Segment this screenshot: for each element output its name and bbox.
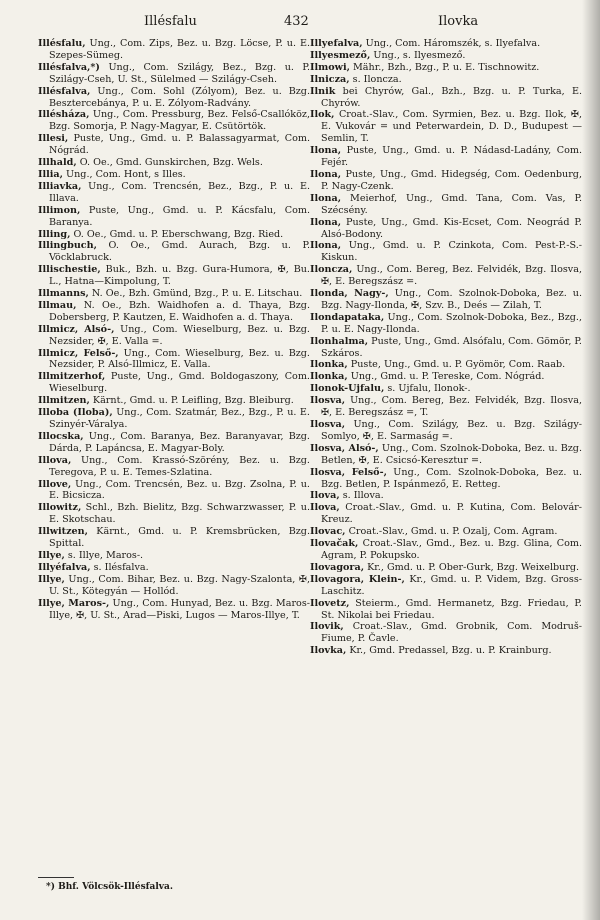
entry-text: Kr., Gmd. Predassel, Bzg. u. P. Krainburg. — [346, 645, 552, 657]
entry-headword: Iloncza, — [310, 264, 353, 276]
entry-text: O. Oe., Gmd. Gunskirchen, Bzg. Wels. — [76, 157, 263, 169]
entry-headword: Illocska, — [38, 430, 84, 442]
entry-headword: Illmau, — [38, 299, 77, 311]
entry-text: Ung., Com. Krassó-Szörény, Bez. u. Bzg. Teregova, P. u. E. Temes-Szlatina. — [49, 454, 310, 478]
footnote: *) Bhf. Völcsök-Illésfalva. — [46, 882, 173, 892]
entry-headword: Illmanns, — [38, 288, 89, 300]
entry-text: Kr., Gmd. u. P. Videm, Bzg. Gross-Laschitz. — [321, 573, 582, 597]
gazetteer-entry — [38, 550, 310, 562]
entry-headword: Illésfalu, — [38, 38, 86, 49]
entry-text: Puste, Ung., Gmd. Boldogaszony, Com. Wieselburg. — [49, 371, 310, 395]
entry-headword: Ilovetz, — [310, 597, 350, 609]
entry-headword: Ilosva, Felső-, — [310, 466, 387, 478]
gazetteer-entry — [38, 455, 310, 479]
left-column — [38, 38, 310, 621]
entry-headword: Ilok, — [310, 109, 335, 121]
gazetteer-entry — [38, 348, 310, 372]
entry-text: Meierhof, Ung., Gmd. Tana, Com. Vas, P. Szécsény. — [321, 192, 582, 216]
gazetteer-entry — [38, 62, 310, 86]
entry-headword: Illiavka, — [38, 180, 82, 192]
entry-text: Ung., Com. Trencsén, Bez. u. Bzg. Zsolna, P. u. E. Bicsicza. — [49, 478, 310, 502]
gazetteer-entry — [38, 526, 310, 550]
gazetteer-entry — [310, 38, 582, 50]
entry-text: Ung., Com. Szatmár, Bez., Bzg., P. u. E. Szinyér-Váralya. — [49, 407, 310, 430]
entry-text: Puste, Ung., Gmd. Hidegség, Com. Oedenburg, P. Nagy-Czenk. — [321, 168, 582, 192]
entry-headword: Illye, — [38, 573, 65, 585]
gazetteer-entry — [310, 574, 582, 598]
gazetteer-entry — [38, 86, 310, 110]
header-last-entry: Ilovka — [438, 14, 479, 29]
entry-text: Ung., Com. Bihar, Bez. u. Bzg. Nagy-Szalonta, ✠, U. St., Kötegyán — Hollód. — [49, 573, 310, 597]
entry-text: Ung., Com. Szilágy, Bez. u. Bzg. Szilágy-Somlyo, ✠, E. Sarmaság =. — [321, 419, 582, 442]
gazetteer-entry — [310, 62, 582, 74]
gazetteer-entry — [310, 538, 582, 562]
gazetteer-entry — [38, 157, 310, 169]
entry-headword: Illove, — [38, 478, 72, 490]
gazetteer-entry — [310, 526, 582, 538]
gazetteer-entry — [38, 240, 310, 264]
gazetteer-entry — [310, 336, 582, 360]
gazetteer-entry — [38, 288, 310, 300]
entry-headword: Illingbuch, — [38, 240, 97, 252]
entry-text: Puste, Ung., Gmd. u. P. Nádasd-Ladány, Com. Fejér. — [321, 145, 582, 169]
gazetteer-entry — [310, 169, 582, 193]
entry-headword: Illésfalva, — [38, 85, 91, 97]
entry-text: Kärnt., Gmd. u. P. Leifling, Bzg. Bleiburg. — [89, 395, 294, 407]
entry-headword: Illowitz, — [38, 502, 82, 514]
entry-text: Ung., Com. Hunyad, Bez. u. Bzg. Maros-Illye, ✠, U. St., Arad—Piski, Lugos — Maros-Illye, T. — [49, 597, 310, 621]
gazetteer-entry — [310, 490, 582, 502]
gazetteer-entry — [38, 502, 310, 526]
gazetteer-entry — [310, 109, 582, 145]
entry-headword: Ilovačak, — [310, 538, 359, 550]
entry-text: Puste, Ung., Gmd. Alsófalu, Com. Gömör, P. Szkáros. — [321, 335, 582, 359]
entry-text: Croat.-Slav., Gmd. u. P. Ozalj, Com. Agram. — [345, 526, 558, 538]
entry-text: bei Chyrów, Gal., Bzh., Bzg. u. P. Turka, E. Chyrów. — [321, 85, 582, 109]
entry-headword: Illésfalva,*) — [38, 61, 100, 73]
gazetteer-entry — [310, 240, 582, 264]
entry-headword: Illia, — [38, 168, 63, 180]
entry-text: O. Oe., Gmd. u. P. Eberschwang, Bzg. Ried. — [70, 228, 284, 240]
entry-headword: Ilosva, — [310, 419, 346, 430]
entry-text: Ung., Gmd. u. P. Czinkota, Com. Pest-P.-S.-Kiskun. — [321, 240, 582, 264]
gazetteer-entry — [310, 193, 582, 217]
gazetteer-entry — [38, 324, 310, 348]
entry-headword: Ilona, — [310, 240, 342, 252]
entry-text: Kr., Gmd. u. P. Ober-Gurk, Bzg. Weixelburg. — [364, 561, 580, 573]
gazetteer-entry — [38, 431, 310, 455]
entry-text: Ung., Com. Wieselburg, Bez. u. Bzg. Nezsider, ✠, E. Valla =. — [49, 323, 310, 347]
entry-headword: Illyesmező, — [310, 49, 371, 61]
entry-headword: Ilona, — [310, 168, 342, 180]
entry-text: Ung., Com. Szolnok-Doboka, Bez. u. Bzg. Betlen, ✠, E. Csicsó-Keresztur =. — [321, 442, 582, 466]
gazetteer-entry — [310, 86, 582, 110]
gazetteer-entry — [310, 395, 582, 419]
entry-headword: Ilovagora, — [310, 561, 365, 573]
entry-text: Ung., Com. Szolnok-Doboka, Bez., Bzg., P. u. E. Nagy-Ilonda. — [321, 311, 582, 335]
gazetteer-entry — [38, 229, 310, 241]
entry-headword: Ilonka, — [310, 371, 348, 383]
entry-text: Croat.-Slav., Gmd., Bez. u. Bzg. Glina, Com. Agram, P. Pokupsko. — [321, 538, 582, 561]
entry-text: Puste, Ung., Gmd. Kis-Ecset, Com. Neográd P. Alsó-Bodony. — [321, 216, 582, 240]
gazetteer-entry — [38, 300, 310, 324]
entry-headword: Illye, — [38, 549, 65, 561]
header-first-entry: Illésfalu — [144, 14, 197, 29]
gazetteer-entry — [38, 598, 310, 622]
gazetteer-entry — [38, 205, 310, 229]
entry-text: Ung., Com. Wieselburg, Bez. u. Bzg. Nezsider, P. Alsó-Illmicz, E. Valla. — [49, 347, 310, 371]
entry-text: s. Iloncza. — [349, 73, 402, 85]
gazetteer-entry — [310, 383, 582, 395]
gazetteer-entry — [38, 574, 310, 598]
entry-text: s. Ujfalu, Ilonok-. — [384, 383, 471, 395]
entry-text: Steierm., Gmd. Hermanetz, Bzg. Friedau, P. St. Nikolai bei Friedau. — [321, 597, 582, 621]
entry-headword: Ilona, — [310, 216, 342, 228]
entry-text: Ung., Com. Baranya, Bez. Baranyavar, Bzg. Dárda, P. Lapáncsa, E. Magyar-Boly. — [49, 430, 310, 454]
gazetteer-entry — [310, 502, 582, 526]
gazetteer-entry — [310, 264, 582, 288]
entry-headword: Illmicz, Alsó-, — [38, 323, 115, 335]
entry-text: s. Ilésfalva. — [90, 561, 149, 573]
gazetteer-entry — [38, 264, 310, 288]
gazetteer-entry — [310, 419, 582, 443]
entry-headword: Ilonda, Nagy-, — [310, 288, 389, 300]
entry-text: Mähr., Bzh., Bzg., P. u. E. Tischnowitz. — [349, 61, 540, 73]
entry-headword: Ilona, — [310, 145, 342, 157]
gazetteer-entry — [38, 407, 310, 431]
entry-text: Ung., Com. Pressburg, Bez. Felső-Csallóköz, Bzg. Somorja, P. Nagy-Magyar, E. Csütörtök. — [49, 109, 310, 133]
entry-headword: Illésháza, — [38, 109, 90, 121]
entry-text: O. Oe., Gmd. Aurach, Bzg. u. P. Vöcklabruck. — [49, 240, 310, 264]
entry-text: Croat.-Slav., Com. Syrmien, Bez. u. Bzg. Ilok, ✠, E. Vukovár = und Peterwardein, D. D., Budupest — Semlin, T. — [321, 109, 582, 145]
entry-headword: Illischestie, — [38, 264, 101, 276]
entry-headword: Illmitzen, — [38, 395, 90, 407]
gazetteer-entry — [310, 145, 582, 169]
gazetteer-entry — [38, 169, 310, 181]
gazetteer-entry — [310, 467, 582, 491]
gazetteer-entry — [38, 479, 310, 503]
gazetteer-entry — [38, 562, 310, 574]
entry-text: Puste, Ung., Gmd. u. P. Gyömör, Com. Raab. — [347, 359, 566, 371]
gazetteer-entry — [310, 50, 582, 62]
gazetteer-entry — [38, 371, 310, 395]
entry-headword: Illesi, — [38, 133, 69, 145]
gazetteer-entry — [38, 133, 310, 157]
entry-headword: Ilonhalma, — [310, 335, 369, 347]
gazetteer-entry — [310, 371, 582, 383]
entry-text: Ung., Gmd. u. P. Tereske, Com. Nógrád. — [347, 371, 545, 383]
entry-headword: Illyefalva, — [310, 38, 363, 49]
gazetteer-entry — [310, 359, 582, 371]
right-column — [310, 38, 582, 657]
entry-text: N. Oe., Bzh. Waidhofen a. d. Thaya, Bzg. Dobersberg, P. Kautzen, E. Waidhofen a. d. Thaya. — [49, 299, 310, 323]
entry-headword: Ilovik, — [310, 621, 344, 633]
entry-headword: Illmitzerhof, — [38, 371, 106, 383]
entry-headword: Ilonok-Ujfalu, — [310, 383, 385, 395]
entry-text: Ung., Com. Szolnok-Doboka, Bez. u. Bzg. Betlen, P. Ispánmező, E. Retteg. — [321, 466, 582, 490]
gazetteer-entry — [310, 312, 582, 336]
entry-text: s. Illye, Maros-. — [64, 549, 144, 561]
gazetteer-entry — [38, 181, 310, 205]
entry-text: Ung., Com. Háromszék, s. Ilyefalva. — [362, 38, 541, 49]
entry-headword: Ilosva, Alsó-, — [310, 442, 379, 454]
entry-headword: Ilovka, — [310, 645, 347, 657]
entry-text: Ung., Com. Bereg, Bez. Felvidék, Bzg. Ilosva, ✠, E. Beregszász =, T. — [321, 395, 582, 419]
gazetteer-entry — [310, 562, 582, 574]
entry-headword: Illmicz, Felső-, — [38, 347, 119, 359]
entry-headword: Ilovac, — [310, 526, 346, 538]
entry-text: Croat.-Slav., Gmd. Grobnik, Com. Modruš-Fiume, P. Čavle. — [321, 621, 582, 645]
entry-text: Ung., Com. Szilágy, Bez., Bzg. u. P. Szilágy-Cseh, U. St., Sülelmed — Szilágy-Cseh. — [49, 61, 310, 85]
entry-headword: Illova, — [38, 454, 72, 466]
gazetteer-entry — [310, 288, 582, 312]
entry-headword: Ilnik — [310, 85, 336, 97]
entry-text: Ung., Com. Sohl (Zólyom), Bez. u. Bzg. Besztercebánya, P. u. E. Zólyom-Radvány. — [49, 85, 310, 109]
entry-headword: Illimon, — [38, 204, 81, 216]
entry-text: Ung., Com. Hont, s Illes. — [62, 168, 186, 180]
entry-headword: Illye, Maros-, — [38, 597, 110, 609]
entry-text: Puste, Ung., Gmd. u. P. Balassagyarmat, Com. Nógrád. — [49, 133, 310, 157]
page-number: 432 — [284, 14, 309, 29]
gazetteer-entry — [310, 217, 582, 241]
gazetteer-entry — [310, 621, 582, 645]
entry-text: Ung., Com. Szolnok-Doboka, Bez. u. Bzg. Nagy-Ilonda, ✠, Szv. B., Deés — Zilah, T. — [321, 288, 583, 311]
gazetteer-entry — [38, 395, 310, 407]
entry-headword: Illing, — [38, 228, 71, 240]
page-header — [20, 14, 580, 36]
entry-text: N. Oe., Bzh. Gmünd, Bzg., P. u. E. Litschau. — [88, 288, 303, 300]
entry-headword: Illwitzen, — [38, 526, 88, 538]
entry-headword: Illhald, — [38, 157, 77, 169]
entry-text: Ung., Com. Zips, Bez. u. Bzg. Löcse, P. u. E. Szepes-Sümeg. — [49, 38, 310, 61]
gazetteer-entry — [38, 109, 310, 133]
entry-text: Ung., Com. Bereg, Bez. Felvidék, Bzg. Ilosva, ✠, E. Beregszász =. — [321, 264, 582, 288]
entry-text: Kärnt., Gmd. u. P. Kremsbrücken, Bzg. Spittal. — [49, 526, 310, 550]
entry-headword: Illoba (Iloba), — [38, 407, 113, 419]
entry-headword: Ilovagora, Klein-, — [310, 573, 405, 585]
entry-headword: Ilova, — [310, 502, 340, 514]
footnote-divider — [38, 877, 74, 878]
entry-headword: Ilova, — [310, 490, 340, 502]
gazetteer-entry — [310, 443, 582, 467]
gazetteer-entry — [310, 74, 582, 86]
entry-text: Croat.-Slav., Gmd. u. P. Kutina, Com. Belovár-Kreuz. — [321, 502, 582, 526]
entry-headword: Ilona, — [310, 192, 342, 204]
entry-headword: Ilondapataka, — [310, 311, 385, 323]
entry-headword: Illyéfalva, — [38, 561, 91, 573]
entry-text: Schl., Bzh. Bielitz, Bzg. Schwarzwasser, P. u. E. Skotschau. — [49, 502, 310, 526]
gazetteer-entry — [38, 38, 310, 62]
entry-headword: Ilnicza, — [310, 73, 350, 85]
entry-headword: Ilosva, — [310, 395, 346, 407]
entry-text: Ung., Com. Trencsén, Bez., Bzg., P. u. E. Illava. — [49, 180, 310, 204]
entry-headword: Ilonka, — [310, 359, 348, 371]
entry-text: Puste, Ung., Gmd. u. P. Kácsfalu, Com. Baranya. — [49, 204, 310, 228]
entry-headword: Ilmowi, — [310, 61, 350, 73]
gazetteer-entry — [310, 598, 582, 622]
entry-text: Ung., s. Ilyesmező. — [370, 49, 466, 61]
entry-text: s. Illova. — [339, 490, 384, 502]
page-edge-shadow — [582, 0, 600, 920]
entry-text: Buk., Bzh. u. Bzg. Gura-Humora, ✠, Bu. L., Hatna—Kimpolung, T. — [49, 264, 310, 288]
gazetteer-entry — [310, 645, 582, 657]
